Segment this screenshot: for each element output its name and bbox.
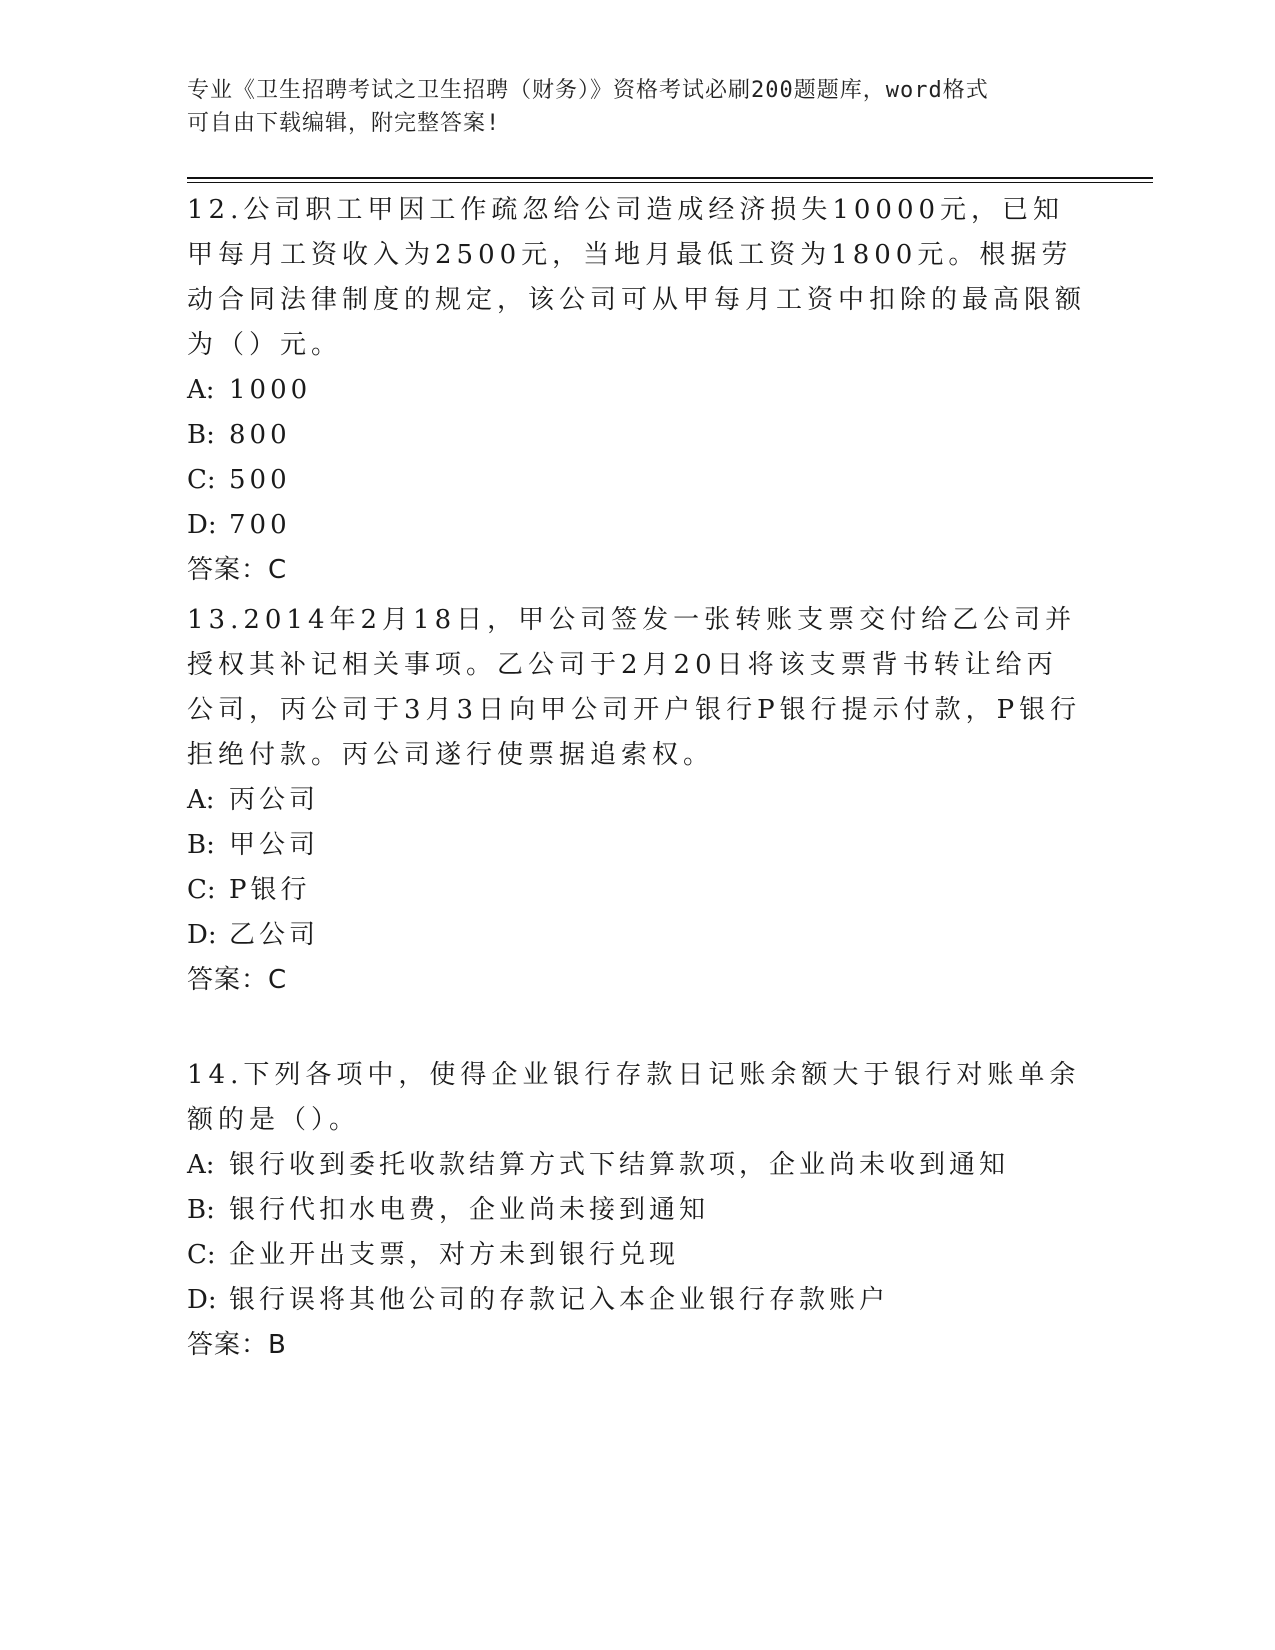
option-text: 700 <box>229 510 291 540</box>
option-text: 500 <box>229 465 291 495</box>
option-c <box>187 1233 1087 1278</box>
option-text: 丙公司 <box>229 785 320 815</box>
option-text: 甲公司 <box>229 830 320 860</box>
option-text: 银行误将其他公司的存款记入本企业银行存款账户 <box>229 1285 890 1315</box>
answer-line: 答案：C <box>187 965 288 995</box>
option-letter: A: <box>187 1150 215 1180</box>
option-d <box>187 1278 1087 1323</box>
answer-line: 答案：B <box>187 1330 287 1360</box>
option-a <box>187 368 1087 413</box>
option-d <box>187 503 1087 548</box>
option-letter: C: <box>187 465 216 495</box>
option-text: 乙公司 <box>229 920 320 950</box>
option-letter: D: <box>187 510 217 540</box>
option-c <box>187 458 1087 503</box>
answer-line: 答案：C <box>187 555 288 585</box>
option-letter: A: <box>187 785 215 815</box>
option-text: 银行收到委托收款结算方式下结算款项，企业尚未收到通知 <box>229 1150 1010 1180</box>
question-13 <box>187 598 1087 1003</box>
option-b <box>187 413 1087 458</box>
question-stem: 14.下列各项中，使得企业银行存款日记账余额大于银行对账单余额的是（）。 <box>187 1060 1081 1135</box>
option-letter: B: <box>187 420 215 450</box>
header-divider-thick <box>187 177 1153 179</box>
header-line-2: 可自由下载编辑，附完整答案! <box>187 111 501 136</box>
option-text: 1000 <box>229 375 312 405</box>
option-b <box>187 823 1087 868</box>
option-text: P银行 <box>229 875 311 905</box>
header-divider-thin <box>187 182 1153 183</box>
option-letter: D: <box>187 920 217 950</box>
option-letter: C: <box>187 1240 216 1270</box>
option-letter: D: <box>187 1285 217 1315</box>
option-a <box>187 778 1087 823</box>
option-a <box>187 1143 1087 1188</box>
question-stem: 12.公司职工甲因工作疏忽给公司造成经济损失10000元，已知甲每月工资收入为2500元，当地月最低工资为1800元。根据劳动合同法律制度的规定，该公司可从甲每月工资中扣除的最高限额为（）元。 <box>187 195 1087 360</box>
question-stem: 13.2014年2月18日，甲公司签发一张转账支票交付给乙公司并授权其补记相关事项。乙公司于2月20日将该支票背书转让给丙公司，丙公司于3月3日向甲公司开户银行P银行提示付款，P银行拒绝付款。丙公司遂行使票据追索权。 <box>187 605 1082 770</box>
option-text: 银行代扣水电费，企业尚未接到通知 <box>229 1195 710 1225</box>
option-letter: B: <box>187 830 215 860</box>
document-header <box>187 74 1077 140</box>
option-letter: A: <box>187 375 215 405</box>
option-letter: B: <box>187 1195 215 1225</box>
option-letter: C: <box>187 875 216 905</box>
option-text: 企业开出支票，对方未到银行兑现 <box>229 1240 680 1270</box>
option-b <box>187 1188 1087 1233</box>
option-c <box>187 868 1087 913</box>
question-14 <box>187 1053 1087 1368</box>
header-line-1: 专业《卫生招聘考试之卫生招聘（财务）》资格考试必刷200题题库，word格式 <box>187 78 989 103</box>
question-12 <box>187 188 1087 593</box>
option-text: 800 <box>229 420 291 450</box>
option-d <box>187 913 1087 958</box>
